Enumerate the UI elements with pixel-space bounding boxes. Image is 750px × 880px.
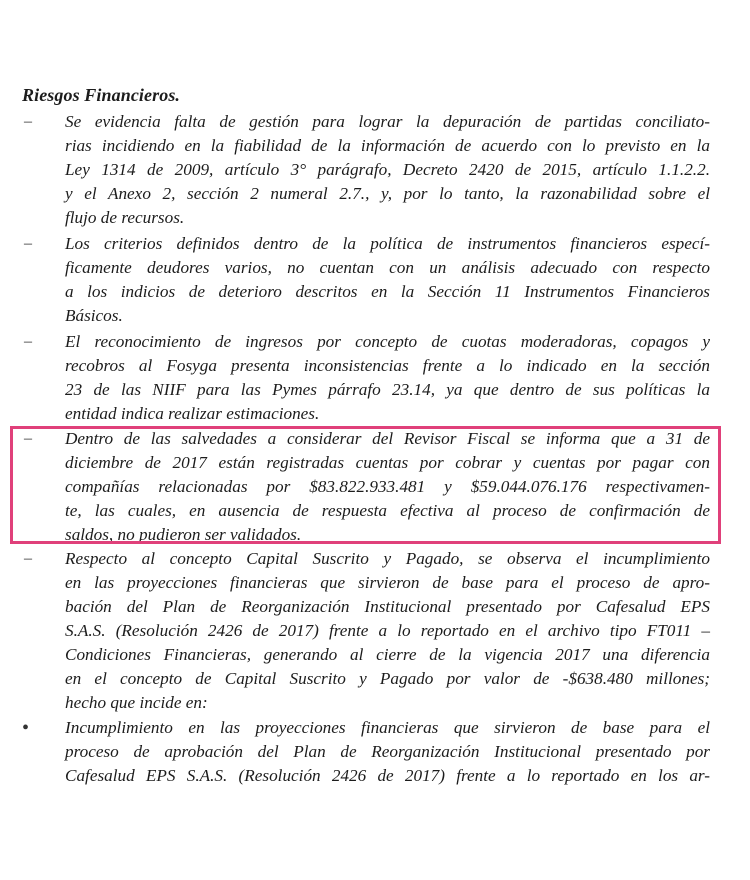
item-text <box>65 330 710 426</box>
text-line: Incumplimiento en las proyecciones financieras que sirvieron de base para el <box>65 718 710 737</box>
text-line: en las proyecciones financieras que sirvieron de base para el proceso de apro- <box>65 573 710 592</box>
text-line: a los indicios de deterioro descritos en la Sección 11 Instrumentos Financieros <box>65 282 710 301</box>
text-line: bación del Plan de Reorganización Institucional presentado por Cafesalud EPS <box>65 597 710 616</box>
text-line: te, las cuales, en ausencia de respuesta efectiva al proceso de confirmación de <box>65 501 710 520</box>
text-line: 23 de las NIIF para las Pymes párrafo 23.14, ya que dentro de sus políticas la <box>65 380 710 399</box>
text-line: flujo de recursos. <box>65 208 185 227</box>
text-line: S.A.S. (Resolución 2426 de 2017) frente a lo reportado en el archivo tipo FT011 – <box>65 621 710 640</box>
item-text <box>65 547 710 715</box>
bullet-marker: • <box>22 717 30 739</box>
text-line: Los criterios definidos dentro de la política de instrumentos financieros especí- <box>65 234 710 253</box>
text-line: compañías relacionadas por $83.822.933.481 y $59.044.076.176 respectivamen- <box>65 477 710 496</box>
text-line: Condiciones Financieras, generando al cierre de la vigencia 2017 una diferencia <box>65 645 710 664</box>
text-line: Se evidencia falta de gestión para lograr la depuración de partidas conciliato- <box>65 112 710 131</box>
item-text <box>65 716 710 788</box>
item-text <box>65 110 710 230</box>
text-line: proceso de aprobación del Plan de Reorganización Institucional presentado por <box>65 742 710 761</box>
dash-marker: – <box>24 235 32 252</box>
text-line: diciembre de 2017 están registradas cuentas por cobrar y cuentas por pagar con <box>65 453 710 472</box>
dash-marker: – <box>24 430 32 447</box>
dash-marker: – <box>24 113 32 130</box>
text-line: Básicos. <box>65 306 123 325</box>
dash-marker: – <box>24 333 32 350</box>
text-line: El reconocimiento de ingresos por concepto de cuotas moderadoras, copagos y <box>65 332 710 351</box>
item-text <box>65 427 710 547</box>
text-line: hecho que incide en: <box>65 693 208 712</box>
text-line: Cafesalud EPS S.A.S. (Resolución 2426 de 2017) frente a lo reportado en los ar- <box>65 766 710 785</box>
section-heading: Riesgos Financieros. <box>22 85 181 105</box>
text-line: ficamente deudores varios, no cuentan con un análisis adecuado con respecto <box>65 258 710 277</box>
item-text <box>65 232 710 328</box>
text-line: y el Anexo 2, sección 2 numeral 2.7., y, por lo tanto, la razonabilidad sobre el <box>65 184 710 203</box>
text-line: Ley 1314 de 2009, artículo 3° parágrafo, Decreto 2420 de 2015, artículo 1.1.2.2. <box>65 160 710 179</box>
text-line: rias incidiendo en la fiabilidad de la información de acuerdo con lo previsto en la <box>65 136 710 155</box>
text-line: entidad indica realizar estimaciones. <box>65 404 320 423</box>
dash-marker: – <box>24 550 32 567</box>
text-line: saldos, no pudieron ser validados. <box>65 525 302 544</box>
text-line: recobros al Fosyga presenta inconsistencias frente a lo indicado en la sección <box>65 356 710 375</box>
text-line: en el concepto de Capital Suscrito y Pagado por valor de -$638.480 millones; <box>65 669 710 688</box>
text-line: Respecto al concepto Capital Suscrito y Pagado, se observa el incumplimiento <box>65 549 710 568</box>
text-line: Dentro de las salvedades a considerar del Revisor Fiscal se informa que a 31 de <box>65 429 710 448</box>
